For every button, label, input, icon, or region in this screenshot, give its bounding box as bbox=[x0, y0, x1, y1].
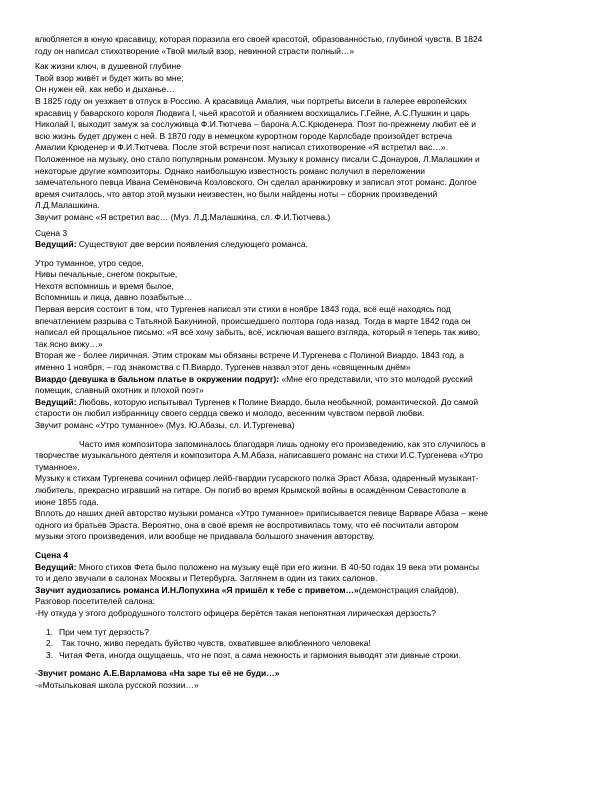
answers-list bbox=[35, 627, 583, 662]
poem-line: Как жизни ключ, в душевной глубине bbox=[35, 61, 181, 72]
text-line: одного из братьев Эраста. Вероятно, она в своё время не воспротивилась тому, что её посчитали автором bbox=[35, 519, 459, 530]
text-line: Положенное на музыку, оно стало популярным романсом. Музыку к романсу писали С.Донауров, Л.Малашкин и bbox=[35, 153, 480, 164]
text-line: Первая версия состоит в том, что Тургенев написал эти стихи в ноябре 1843 года, всё ещё находясь под bbox=[35, 304, 451, 315]
document-page bbox=[35, 34, 583, 691]
text-line: так ясно вижу…» bbox=[35, 338, 103, 349]
text-line: красавиц у баварского короля Людвига I, чьей красотой и обаянием восхищались Г.Гейне, А.С.Пушкин и царь bbox=[35, 107, 470, 118]
poem-line: Вспомнишь и лица, давно позабытые… bbox=[35, 292, 193, 303]
text-line: году он написал стихотворение «Твой милый взор, невинной страсти полный…» bbox=[35, 45, 355, 56]
text-line: Николай I, выходит замуж за сослуживца Ф.И.Тютчева – барона А.С.Крюденера. Поэт по-прежнему любит её и bbox=[35, 119, 476, 130]
speaker-label: Ведущий: bbox=[35, 561, 77, 572]
text-line: Л.Д.Малашкина. bbox=[35, 200, 100, 211]
viardo-remark bbox=[35, 374, 583, 397]
speaker-label: Ведущий: bbox=[35, 239, 77, 250]
speaker-label: Ведущий: bbox=[35, 396, 77, 407]
scene-3-lead bbox=[35, 239, 583, 251]
list-item: 3. Читая Фета, иногда ощущаешь, что не поэт, а сама нежность и гармония выводят эти дивные строки. bbox=[45, 649, 461, 660]
guests-intro: Разговор посетителей салона: bbox=[35, 596, 156, 607]
text-line: Амалии Крюденер и Ф.И.Тютчева. После этой встречи поэт написал стихотворение «Я встретил вас…». bbox=[35, 142, 448, 153]
guest-question: -Ну откуда у этого добродушного толстого офицера берётся такая непонятная лирическая дерзость? bbox=[35, 607, 437, 618]
text-line: именно 1 ноября, – год знакомства с П.Виардо. Тургенев назвал этот день «священным днём» bbox=[35, 362, 411, 373]
romance-line: Звучит романс «Я встретил вас… (Муз. Л.Д.Малашкина, сл. Ф.И.Тютчева.) bbox=[35, 211, 331, 222]
poem-tyutchev bbox=[35, 61, 583, 96]
poem-line: Нивы печальные, снегом покрытые, bbox=[35, 269, 178, 280]
poem-line: Он нужен ей, как небо и дыханье… bbox=[35, 84, 175, 95]
text-line: старости он любил избранницу своего сердца свежо и молодо, весенним чувством первой любви. bbox=[35, 408, 425, 419]
list-item: 1. При чем тут дерзость? bbox=[45, 626, 149, 637]
poem-line: Твой взор живёт и будет жить во мне; bbox=[35, 72, 184, 83]
final-romance-line: -Звучит романс А.Е.Варламова «На заре ты её не буди…» bbox=[35, 668, 280, 679]
text-line: туманное». bbox=[35, 461, 80, 472]
text-line: влюбляется в юную красавицу, которая поразила его своей красотой, образованностью, глубиной чувств. В 1824 bbox=[35, 34, 483, 44]
poem-line: Нехотя вспомнишь и время былое, bbox=[35, 280, 174, 291]
speaker-label: Виардо (девушка в бальном платье в окружении подруг): bbox=[35, 373, 280, 384]
poem-turgenev bbox=[35, 258, 583, 304]
text-line: некоторые другие композиторы. Однако наибольшую известность романс получил в переложении bbox=[35, 165, 425, 176]
romance-line: Звучит романс «Утро туманное» (Муз. Ю.Абазы, сл. И.Тургенева) bbox=[35, 420, 295, 430]
text-line: Вплоть до наших дней авторство музыки романса «Утро туманное» приписывается певице Варваре Абаза – жене bbox=[35, 508, 489, 519]
scene-3-heading: Сцена 3 bbox=[35, 227, 68, 238]
speaker-text: Любовь, которую испытывал Тургенев к Полине Виардо, была необычной, романтической. До самой bbox=[76, 396, 479, 407]
text-line: впечатлением разрыва с Татьяной Бакуниной, происшедшего полтора года назад. Тогда в марте 1842 года он bbox=[35, 315, 471, 326]
intro-paragraph bbox=[35, 34, 583, 57]
scene-4-lead bbox=[35, 562, 583, 585]
text-line: написал ей прощальное письмо: «Я всё хочу забыть, всё, исключая вашего взгляда, который я теперь так живо, bbox=[35, 327, 481, 338]
audio-line: Звучит аудиозапись романса И.Н.Лопухина «Я пришёл к тебе с приветом…»(демонстрация слайдов). bbox=[35, 584, 459, 595]
text-line: помещик, славный охотник и плохой поэт» bbox=[35, 385, 204, 396]
list-item: 2. Так точно, живо передать буйство чувств, охватившее влюбленного человека! bbox=[45, 638, 371, 649]
text-line: Вторая же - более лиричная. Этим строкам мы обязаны встрече И.Тургенева с Полиной Виардо. 1843 год, а bbox=[35, 350, 464, 361]
text-line: музыки этого произведения, или вообще не придавала большого значения авторству. bbox=[35, 531, 375, 542]
paragraph-versions bbox=[35, 304, 583, 374]
paragraph-amalia bbox=[35, 96, 583, 212]
speaker-text: «Мне его представили, что это молодой русский bbox=[279, 373, 473, 384]
text-line: Часто имя композитора запоминалось благодаря лишь одному его произведению, как это случилось в bbox=[79, 438, 486, 449]
text-line: всю жизнь будет дружен с ней. В 1870 году в немецком курортном городе Карлсбаде произойдет встреча bbox=[35, 130, 453, 141]
text-line: то и дело звучали в салонах Москвы и Петербурга. Заглянем в один из таких салонов. bbox=[35, 573, 378, 584]
text-line: июне 1855 года. bbox=[35, 496, 99, 507]
text-line: любитель, прекрасно игравший на гитаре. Он погиб во время Крымской войны в осаждённом Севастополе в bbox=[35, 484, 467, 495]
text-line: Музыку к стихам Тургенева сочинил офицер лейб-гвардии гусарского полка Эраст Абаза, одаренный музыкант- bbox=[35, 473, 479, 484]
paragraph-erast bbox=[35, 473, 583, 543]
speaker-text: Существуют две версии появления следующего романса. bbox=[76, 239, 308, 250]
scene-4-heading: Сцена 4 bbox=[35, 549, 69, 560]
speaker-text: Много стихов Фета было положено на музыку ещё при его жизни. В 40-50 годах 19 века эти романсы bbox=[76, 561, 479, 572]
poem-line: Утро туманное, утро седое, bbox=[35, 257, 144, 268]
paragraph-abaza bbox=[35, 439, 583, 474]
text-line: В 1825 году он уезжает в отпуск в Россию. А красавица Амалия, чьи портреты висели в галерее европейских bbox=[35, 95, 467, 106]
text-line: время считалось, что автор этой музыки неизвестен, но были найдены ноты – сборник произведений bbox=[35, 188, 438, 199]
text-line: творчестве музыкального деятеля и композитора А.М.Абаза, написавшего романс на стихи И.С.Тургенева «Утро bbox=[35, 450, 483, 461]
lead-remark-2 bbox=[35, 397, 583, 420]
final-line: -«Мотыльковая школа русской поэзии…» bbox=[35, 679, 199, 690]
text-line: замечательного певца Ивана Семёновича Козловского. Он сделал аранжировку и записал этот романс. Долгое bbox=[35, 177, 477, 188]
